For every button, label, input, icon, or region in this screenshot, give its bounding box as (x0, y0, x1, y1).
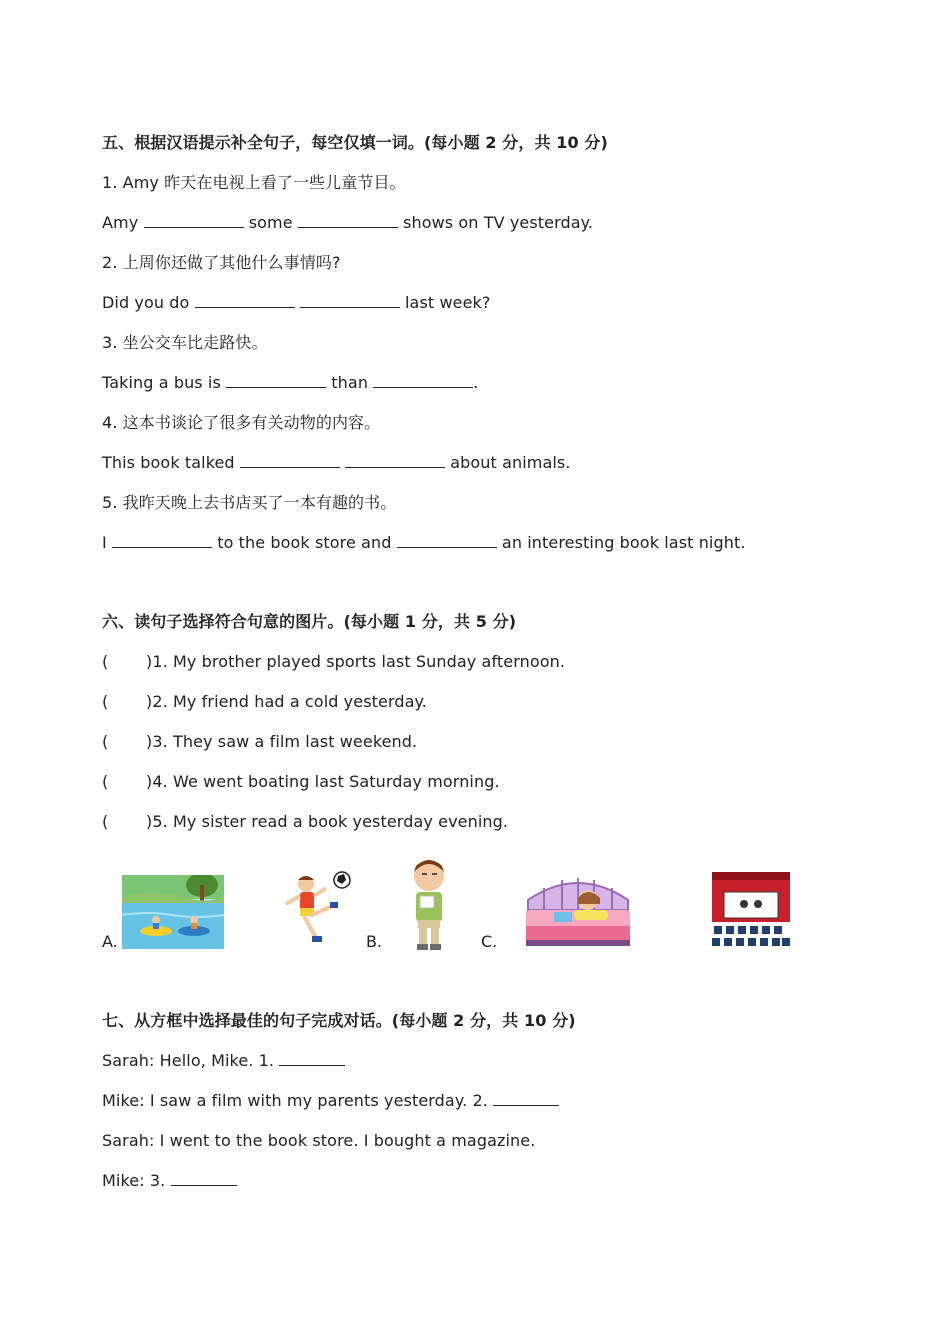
s5-q5-english: I to the book store and an interesting book last night. (102, 533, 746, 552)
s5-q5-blank-1[interactable] (112, 533, 212, 548)
s5-q3-chinese: 3. 坐公交车比走路快。 (102, 333, 268, 352)
s6-item-3: ( )3. They saw a film last weekend. (102, 732, 418, 751)
s5-q1-blank-2[interactable] (298, 213, 398, 228)
s5-q4-blank-2[interactable] (345, 453, 445, 468)
picture-label-a: A. (102, 932, 118, 951)
s7-line-3: Sarah: I went to the book store. I bought a magazine. (102, 1131, 536, 1150)
s6-answer-slot-3[interactable]: ( (102, 732, 109, 751)
s7-blank-3[interactable] (171, 1171, 237, 1186)
s5-q3-english: Taking a bus is than . (102, 373, 479, 392)
s5-q1-english: Amy some shows on TV yesterday. (102, 213, 594, 232)
s6-answer-slot-1[interactable]: ( (102, 652, 109, 671)
s6-item-1: ( )1. My brother played sports last Sunday afternoon. (102, 652, 566, 671)
s5-q3-blank-1[interactable] (226, 373, 326, 388)
s5-q4-english: This book talked about animals. (102, 453, 571, 472)
s5-q5-chinese: 5. 我昨天晚上去书店买了一本有趣的书。 (102, 493, 397, 512)
s5-q2-chinese: 2. 上周你还做了其他什么事情吗? (102, 253, 341, 272)
s6-item-4: ( )4. We went boating last Saturday morning. (102, 772, 500, 791)
s7-line-4: Mike: 3. (102, 1170, 237, 1192)
s7-line-1: Sarah: Hello, Mike. 1. (102, 1050, 345, 1072)
s5-q4-chinese: 4. 这本书谈论了很多有关动物的内容。 (102, 413, 381, 432)
s7-blank-1[interactable] (279, 1051, 345, 1066)
section-7-heading: 七、从方框中选择最佳的句子完成对话。(每小题 2 分，共 10 分) (102, 1011, 576, 1030)
s6-answer-slot-2[interactable]: ( (102, 692, 109, 711)
s5-q4-blank-1[interactable] (240, 453, 340, 468)
section-5-heading: 五、根据汉语提示补全句子，每空仅填一词。(每小题 2 分，共 10 分) (102, 133, 608, 152)
s5-q1-chinese: 1. Amy 昨天在电视上看了一些儿童节目。 (102, 173, 406, 192)
soccer-player-picture (280, 866, 354, 948)
s5-q2-english: Did you do last week? (102, 293, 491, 312)
s5-q2-blank-2[interactable] (300, 293, 400, 308)
reading-in-bed-picture (524, 870, 632, 948)
picture-label-c: C. (481, 932, 498, 951)
s7-blank-2[interactable] (493, 1091, 559, 1106)
s5-q2-blank-1[interactable] (195, 293, 295, 308)
s6-item-5: ( )5. My sister read a book yesterday evening. (102, 812, 509, 831)
cinema-picture (710, 870, 792, 948)
s6-item-2: ( )2. My friend had a cold yesterday. (102, 692, 427, 711)
s7-line-2: Mike: I saw a film with my parents yesterday. 2. (102, 1090, 559, 1112)
s5-q5-blank-2[interactable] (397, 533, 497, 548)
s5-q3-blank-2[interactable] (373, 373, 473, 388)
boating-picture (122, 875, 224, 949)
section-6-heading: 六、读句子选择符合句意的图片。(每小题 1 分，共 5 分) (102, 612, 517, 631)
s5-q1-blank-1[interactable] (144, 213, 244, 228)
picture-label-b: B. (366, 932, 383, 951)
s6-answer-slot-4[interactable]: ( (102, 772, 109, 791)
s6-answer-slot-5[interactable]: ( (102, 812, 109, 831)
sick-boy-picture (402, 856, 456, 952)
